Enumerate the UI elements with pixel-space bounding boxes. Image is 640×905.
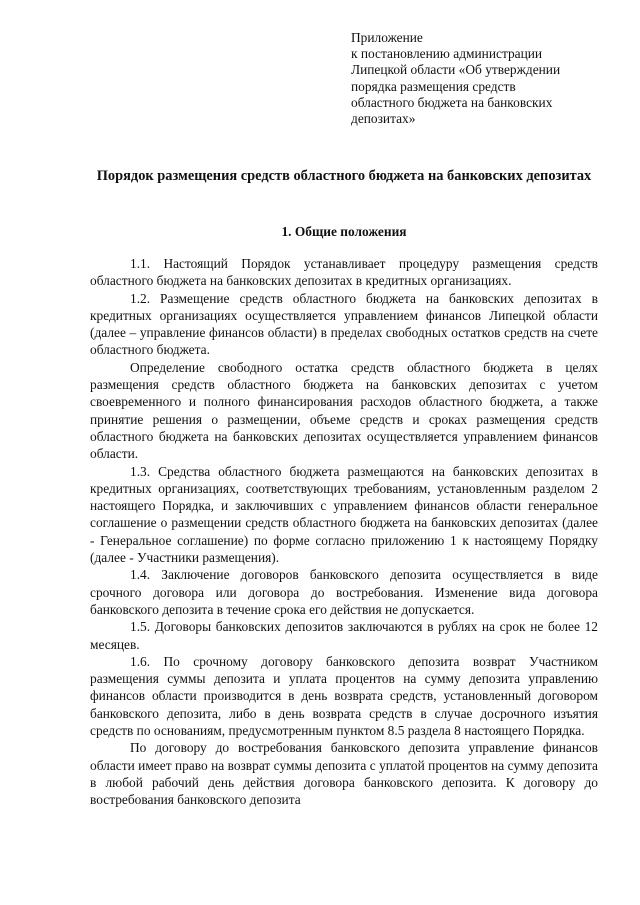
appendix-header: [351, 30, 611, 127]
paragraph: 1.2. Размещение средств областного бюджета на банковских депозитах в кредитных организациях осуществляется управлением финансов Липецкой области (далее – управление финансов области) в пределах свободных остатков средств на счете областного бюджета.: [90, 290, 598, 358]
paragraph: 1.4. Заключение договоров банковского депозита осуществляется в виде срочного договора или договора до востребования. Изменение вида договора банковского депозита в течение срока его действия не допускается.: [90, 567, 598, 617]
paragraph: 1.3. Средства областного бюджета размещаются на банковских депозитах в кредитных организациях, соответствующих требованиям, установленным разделом 2 настоящего Порядка, и заключивших с управлением финансов области генеральное соглашение о размещении средств областного бюджета на банковских депозитах (далее - Генеральное соглашение) по форме согласно приложению 1 к настоящему Порядку (далее - Участники размещения).: [90, 463, 598, 566]
appendix-line: депозитах»: [351, 111, 416, 127]
appendix-line: областного бюджета на банковских: [351, 94, 553, 110]
section-title: 1. Общие положения: [281, 224, 407, 239]
document-title: Порядок размещения средств областного бюджета на банковских депозитах: [96, 168, 592, 184]
document-body: [90, 255, 598, 809]
paragraph: По договору до востребования банковского депозита управление финансов области имеет право на возврат суммы депозита с уплатой процентов на сумму депозита в любой рабочий день действия договора банковского депозита. К договору до востребования банковского депозита: [90, 740, 598, 808]
appendix-line: Липецкой области «Об утверждении: [351, 62, 561, 78]
paragraph: Определение свободного остатка средств областного бюджета в целях размещения средств областного бюджета на банковских депозитах с учетом своевременного и полного финансирования расходов областного бюджета, а также принятие решения о размещении, объеме средств и сроках размещения средств областного бюджета на банковских депозитах осуществляется управлением финансов области.: [90, 359, 598, 462]
paragraph: 1.1. Настоящий Порядок устанавливает процедуру размещения средств областного бюджета на банковских депозитах в кредитных организациях.: [90, 256, 598, 289]
appendix-line: порядка размещения средств: [351, 78, 516, 94]
paragraph: 1.6. По срочному договору банковского депозита возврат Участником размещения суммы депозита и уплата процентов на сумму депозита управлению финансов области производится в день возврата средств, установленный договором банковского депозита, либо в день возврата средств в случае досрочного изъятия средств по основаниям, предусмотренным пунктом 8.5 раздела 8 настоящего Порядка.: [90, 653, 598, 739]
paragraph: 1.5. Договоры банковских депозитов заключаются в рублях на срок не более 12 месяцев.: [90, 619, 598, 652]
appendix-line: к постановлению администрации: [351, 46, 543, 62]
appendix-line: Приложение: [351, 30, 423, 45]
